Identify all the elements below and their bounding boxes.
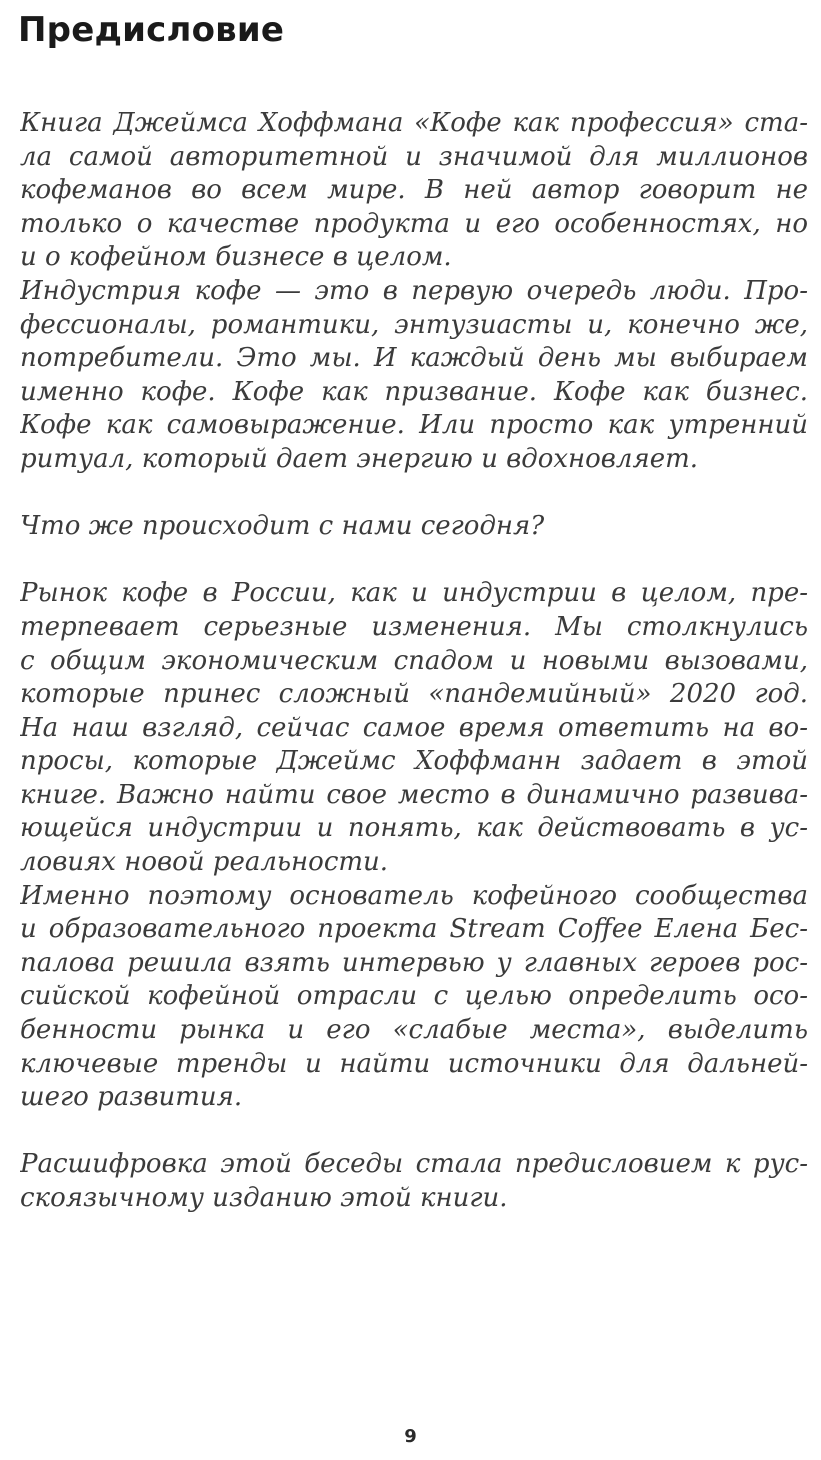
paragraph-gap [20, 477, 808, 511]
page-number: 9 [404, 1426, 417, 1447]
text-line: Именно поэтому основатель кофейного сообщества [20, 880, 808, 911]
paragraph [20, 510, 808, 544]
text-line: кофеманов во всем мире. В ней автор говорит не [20, 175, 808, 206]
paragraph [20, 107, 808, 275]
text-line: На наш взгляд, сейчас самое время ответить на во- [20, 712, 808, 743]
paragraph-gap [20, 1115, 808, 1149]
text-line: Кофе как самовыражение. Или просто как утренний [20, 410, 808, 441]
text-line: ла самой авторитетной и значимой для миллионов [20, 141, 808, 172]
text-line: именно кофе. Кофе как призвание. Кофе как бизнес. [20, 376, 808, 407]
text-line: с общим экономическим спадом и новыми вызовами, [20, 645, 808, 676]
text-line: только о качестве продукта и его особенностях, но [20, 208, 808, 239]
paragraph [20, 880, 808, 1115]
text-line: и о кофейном бизнесе в целом. [20, 242, 452, 273]
text-line: и образовательного проекта Stream Coffee Елена Бес- [20, 914, 808, 945]
text-line: Расшифровка этой беседы стала предисловием к рус- [20, 1149, 808, 1180]
text-line: просы, которые Джеймс Хоффманн задает в этой [20, 746, 808, 777]
paragraph [20, 275, 808, 477]
text-line: ловиях новой реальности. [20, 847, 389, 878]
text-line: ключевые тренды и найти источники для дальней- [20, 1048, 808, 1079]
text-line: фессионалы, романтики, энтузиасты и, конечно же, [20, 309, 808, 340]
text-line: потребители. Это мы. И каждый день мы выбираем [20, 343, 808, 374]
page-title: Предисловие [18, 10, 285, 50]
text-line: Рынок кофе в России, как и индустрии в целом, пре- [20, 578, 808, 609]
page-body [20, 107, 808, 1216]
paragraph-gap [20, 544, 808, 578]
text-line: которые принес сложный «пандемийный» 2020 год. [20, 679, 808, 710]
text-line: скоязычному изданию этой книги. [20, 1183, 508, 1213]
text-line: шего развития. [20, 1082, 243, 1113]
text-line: палова решила взять интервью у главных героев рос- [20, 947, 808, 978]
paragraph [20, 577, 808, 879]
text-line: бенности рынка и его «слабые места», выделить [20, 1015, 808, 1046]
text-line: Что же происходит с нами сегодня? [20, 511, 545, 542]
text-line: Индустрия кофе — это в первую очередь люди. Про- [20, 275, 808, 306]
text-line: книге. Важно найти свое место в динамично развива- [20, 779, 808, 810]
text-line: Книга Джеймса Хоффмана «Кофе как профессия» ста- [20, 108, 808, 138]
text-line: ритуал, который дает энергию и вдохновляет. [20, 443, 698, 474]
text-line: сийской кофейной отрасли с целью определить осо- [20, 981, 808, 1012]
text-line: терпевает серьезные изменения. Мы столкнулись [20, 611, 808, 642]
paragraph [20, 1148, 808, 1215]
text-line: ющейся индустрии и понять, как действовать в ус- [20, 813, 808, 844]
